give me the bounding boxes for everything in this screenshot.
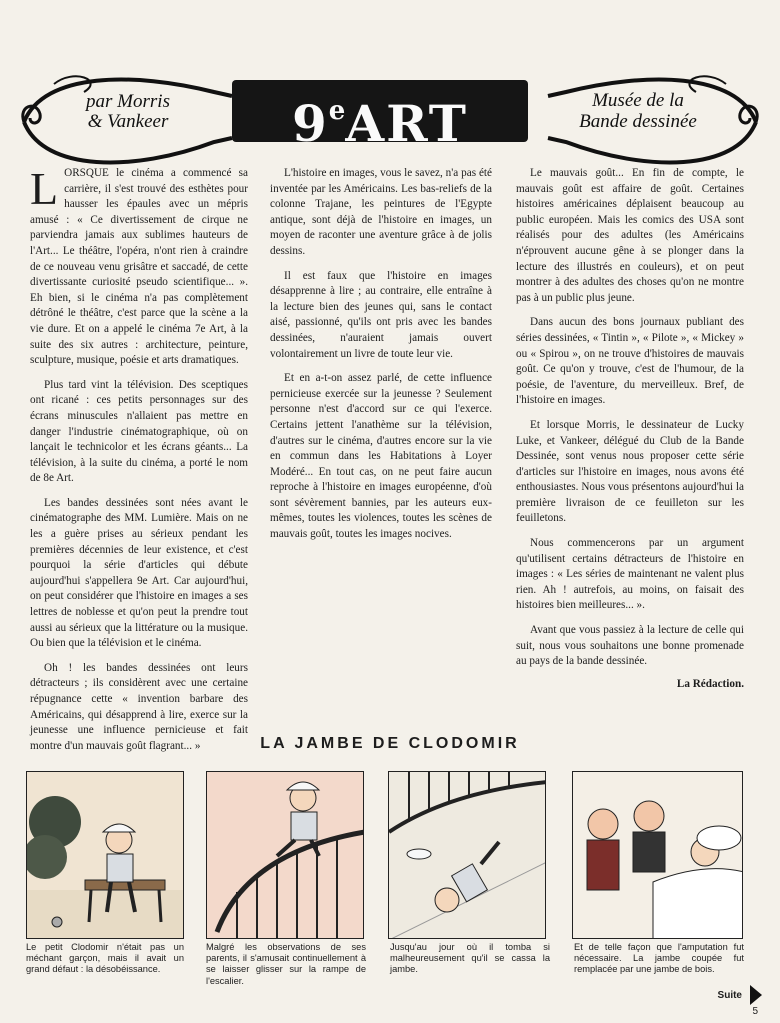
page-number: 5 (752, 1006, 758, 1017)
logo-number: 9 (291, 94, 329, 153)
panel-1-illustration (27, 772, 184, 939)
article-paragraph: L'histoire en images, vous le savez, n'a pas été inventée par les Américains. Les bas-reliefs de la colonne Trajane, les peintures de l'Egypte antique, sont déjà de l'histoire en images, un moyen de raconter une aventure grâce à de jolis dessins. (270, 167, 492, 257)
author-line-1: par Morris (86, 91, 170, 112)
article-paragraph: Et en a-t-on assez parlé, de cette influence pernicieuse exercée sur la jeunesse ? Seulement personne n'est d'accord sur ce qui l'exerce. Certains jettent l'anathème sur la télévision, d'autres sur le cinéma, d'autres encore sur la vie en commun dans les Habitations à Loyer Modéré... En tout cas, on ne peut faire aucun reproche à l'histoire en images européenne, d'où sont sévèrement bannies, par les auteurs eux-mêmes, toutes les violences, toutes les scènes de mauvais goût, toutes les images nocives. (270, 372, 492, 541)
panel-4-caption: Et de telle façon que l'amputation fut nécessaire. La jambe coupée fut remplacée par une jambe de bois. (574, 942, 744, 975)
comic-panel-2 (206, 771, 364, 939)
article-paragraph (30, 163, 248, 369)
article-paragraph: Dans aucun des bons journaux publiant des séries dessinées, « Tintin », « Pilote », « Mickey » ou « Spirou », on ne trouve d'histoires de mauvais goût. Ce qu'on y trouve, c'est de l'humour, de la poésie, de l'aventure, du merveilleux. Bref, de l'histoire en images. (516, 316, 744, 407)
comic-panel-3 (388, 771, 546, 939)
museum-line-1: Musée de la (592, 90, 684, 111)
panel-1-caption: Le petit Clodomir n'était pas un méchant garçon, mais il avait un grand défaut : la désobéissance. (26, 942, 184, 975)
continue-arrow-icon (750, 985, 762, 1005)
article-column-3 (516, 166, 744, 692)
paragraph-text: ORSQUE le cinéma a commencé sa carrière, il s'est trouvé des esthètes pour hausser les épaules avec un mépris amusé : « Ce divertissement de cirque ne parviendra jamais aux sublimes hauteurs de l'Art... Le théâtre, l'opéra, n'ont rien à craindre de ce nouveau venu grisâtre et saccadé, de cette divertissante curiosité pseudo scientifique... ». Eh bien, si le cinéma n'a pas complètement détrôné le théâtre, c'est parce que la scène a la vie dure. Et on a appelé le cinéma 7e Art, à la suite des six autres : architecture, peinture, sculpture, musique, poésie et arts dramatiques. (30, 167, 248, 367)
author-line-2: & Vankeer (87, 111, 169, 132)
logo-sup: e (328, 96, 346, 126)
article-paragraph: Les bandes dessinées sont nées avant le cinématographe des MM. Lumière. Mais on ne les a guère prises au sérieux pendant les premières décennies de leur existence, et c'est pourquoi la série d'articles qui débute aujourd'hui s'appellera 9e Art. Car aujourd'hui, on peut considérer que l'histoire en images a ses lettres de noblesse et qu'on peut la prendre tout aussi au sérieux que la littérature ou la musique. Ou bien que la télévision et le cinéma. (30, 496, 248, 650)
panel-2-caption: Malgré les observations de ses parents, il s'amusait continuellement à se laisser glisser sur la rampe de l'escalier. (206, 942, 366, 986)
article-paragraph: Le mauvais goût... En fin de compte, le mauvais goût est affaire de goût. Certaines histoires américaines déplaisent beaucoup au public européen. Mais les comics des USA sont réalisés pour des adultes (les Américains n'éprouvent aucune gêne à se plonger dans la lecture des illustrés en couleurs), et on peut montrer à des adultes des choses qu'on ne montre pas à un public plus jeune. (516, 167, 744, 304)
logo-word: ART (345, 94, 469, 153)
comic-panel-4 (572, 771, 743, 939)
panel-2-illustration (207, 772, 364, 939)
continue-label: Suite (717, 990, 742, 1001)
logo-9e-art (232, 80, 528, 153)
panel-3-illustration (389, 772, 546, 939)
comic-panel-1 (26, 771, 184, 939)
article-paragraph: Plus tard vint la télévision. Des sceptiques ont ricané : ces petits personnages sur des écrans minuscules n'allaient pas mettre en danger l'industrie cinématographique, où on lançait le technicolor et les écrans géants... La télévision, à la suite du cinéma, a porté le nom de 8e Art. (30, 378, 248, 485)
article-paragraph: Oh ! les bandes dessinées ont leurs détracteurs ; ils considèrent avec une certaine répugnance cette « invention barbare des Américains, qui désapprend à lire, exerce sur la jeunesse une influence pernicieuse et fait montre d'un mauvais goût flagrant... » (30, 661, 248, 752)
panel-3-caption: Jusqu'au jour où il tomba si malheureusement qu'il se cassa la jambe. (390, 942, 550, 975)
article-paragraph: Il est faux que l'histoire en images désapprenne à lire ; au contraire, elle entraîne à la lecture bien des jeunes qui, sans le contact aisé, passionné, qu'ils ont pris avec les bandes dessinées, n'auraient jamais ouvert volontairement un livre de toute leur vie. (270, 269, 492, 360)
article-paragraph: Nous commencerons par un argument qu'utilisent certains détracteurs de l'histoire en images : « Les séries de maintenant ne valent plus rien. Ah ! autrefois, au moins, on faisait des histoires bien meilleures... ». (516, 537, 744, 612)
panel-4-illustration (573, 772, 743, 939)
article-column-1 (30, 163, 248, 763)
article-column-2 (270, 166, 492, 552)
signature: La Rédaction. (676, 677, 744, 690)
article-paragraph: Avant que vous passiez à la lecture de celle qui suit, nous vous souhaitons une bonne promenade au pays de la bande dessinée. (516, 624, 744, 668)
museum-line-2: Bande dessinée (579, 111, 697, 132)
strip-title: LA JAMBE DE CLODOMIR (260, 735, 520, 752)
author-credit (58, 92, 198, 132)
article-paragraph: Et lorsque Morris, le dessinateur de Lucky Luke, et Vankeer, délégué du Club de la Bande Dessinée, sont venus nous proposer cette série d'articles sur l'histoire en images, nous avons été enthousiastes. Nous vous présentons aujourd'hui la première livraison de ce feuilleton sur les feuilletons. (516, 418, 744, 525)
drop-cap: L (30, 163, 59, 214)
museum-subtitle (548, 90, 728, 132)
